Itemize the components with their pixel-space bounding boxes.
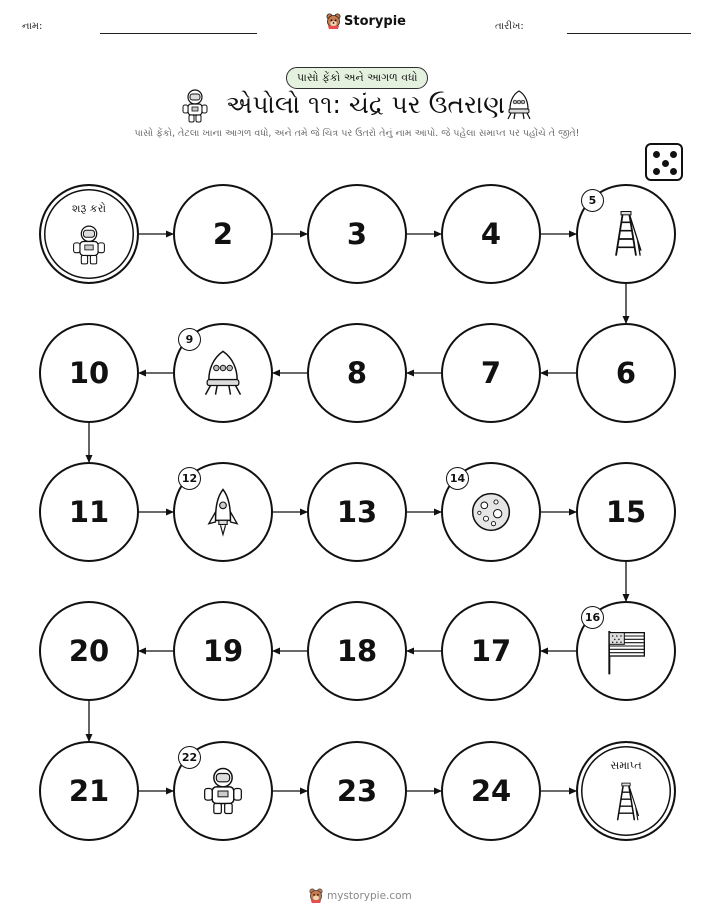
board-cell-18: [307, 601, 407, 701]
board-cell-8: [307, 323, 407, 423]
cell-number: 24: [470, 774, 512, 808]
cell-number-badge: 16: [581, 606, 604, 629]
board-cell-13: [307, 462, 407, 562]
cell-number-badge: 14: [446, 467, 469, 490]
start-label: શરૂ કરો: [71, 202, 107, 215]
cell-number: 19: [202, 634, 244, 668]
cell-number-badge: 9: [178, 328, 201, 351]
cell-number: 8: [346, 356, 368, 390]
board-cell-5: [576, 184, 676, 284]
cell-number: 4: [480, 217, 502, 251]
astronaut-icon: [68, 224, 110, 266]
rocket-icon: [198, 487, 248, 537]
board-cell-4: [441, 184, 541, 284]
cell-number: 7: [480, 356, 502, 390]
cell-number: 6: [615, 356, 637, 390]
cell-number-badge: 12: [178, 467, 201, 490]
board-cell-17: [441, 601, 541, 701]
board-cell-2: [173, 184, 273, 284]
start-cell: [39, 184, 139, 284]
instruction-pill: પાસો ફેંકો અને આગળ વધો: [286, 67, 428, 89]
footer: [309, 888, 412, 903]
cell-number: 2: [212, 217, 234, 251]
board-cell-22: [173, 741, 273, 841]
date-label: તારીખ:: [495, 21, 524, 32]
page-title: એપોલો ૧૧: ચંદ્ર પર ઉતરાણ: [226, 90, 505, 119]
board-cell-19: [173, 601, 273, 701]
cell-number: 11: [68, 495, 110, 529]
cell-number: 18: [336, 634, 378, 668]
ladder-icon: [601, 209, 651, 259]
cell-number: 15: [605, 495, 647, 529]
footer-url: mystorypie.com: [327, 889, 412, 902]
board-cell-9: [173, 323, 273, 423]
bear-mascot-icon: [309, 888, 323, 903]
board-cell-11: [39, 462, 139, 562]
board-cell-15: [576, 462, 676, 562]
cell-number: 17: [470, 634, 512, 668]
cell-number: 3: [346, 217, 368, 251]
moon-icon: [466, 487, 516, 537]
board-cell-12: [173, 462, 273, 562]
board-cell-24: [441, 741, 541, 841]
astronaut-icon: [198, 766, 248, 816]
board-cell-7: [441, 323, 541, 423]
cell-number-badge: 22: [178, 746, 201, 769]
cell-number: 13: [336, 495, 378, 529]
board-cell-6: [576, 323, 676, 423]
lander-capsule-icon: [198, 348, 248, 398]
cell-number: 10: [68, 356, 110, 390]
board-cell-20: [39, 601, 139, 701]
board-cell-21: [39, 741, 139, 841]
cell-number-badge: 5: [581, 189, 604, 212]
flag-icon: [601, 626, 651, 676]
cell-number: 23: [336, 774, 378, 808]
finish-cell: [576, 741, 676, 841]
board-cell-14: [441, 462, 541, 562]
board-cell-16: [576, 601, 676, 701]
cell-number: 20: [68, 634, 110, 668]
cell-number: 21: [68, 774, 110, 808]
finish-label: સમાપ્ત: [610, 759, 642, 772]
board-cell-23: [307, 741, 407, 841]
board-cell-10: [39, 323, 139, 423]
brand-name: Storypie: [344, 13, 406, 29]
board-cell-3: [307, 184, 407, 284]
page-subtitle: પાસો ફેંકો, તેટલા ખાના આગળ વધો, અને તમે જે ચિત્ર પર ઉતરો તેનું નામ આપો. જે પહેલા સમાપ્ત પર પહોંચે તે જીતે!: [134, 128, 580, 139]
ladder-icon: [605, 781, 647, 823]
name-label: નામ:: [22, 21, 43, 32]
